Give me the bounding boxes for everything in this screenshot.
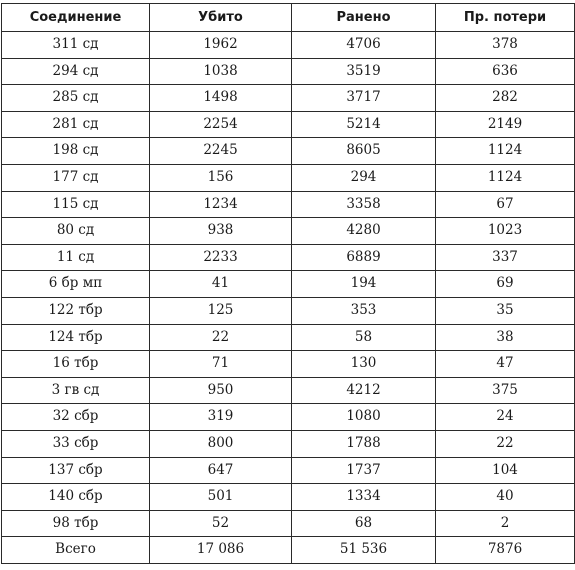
cell-unit: 32 сбр [2, 404, 150, 431]
table-row [2, 351, 575, 378]
cell-other-losses: 282 [436, 85, 575, 112]
cell-wounded: 58 [292, 324, 436, 351]
cell-killed: 71 [150, 351, 292, 378]
cell-other-losses: 47 [436, 351, 575, 378]
cell-wounded: 1334 [292, 484, 436, 511]
table-row [2, 58, 575, 85]
cell-wounded: 4212 [292, 377, 436, 404]
cell-unit: 33 сбр [2, 430, 150, 457]
cell-other-losses: 40 [436, 484, 575, 511]
cell-other-losses: 22 [436, 430, 575, 457]
cell-killed: 125 [150, 297, 292, 324]
cell-unit: 285 сд [2, 85, 150, 112]
table-row [2, 85, 575, 112]
header-wounded: Ранено [292, 4, 436, 32]
cell-other-losses: 2 [436, 510, 575, 537]
cell-unit: 124 тбр [2, 324, 150, 351]
cell-wounded: 3358 [292, 191, 436, 218]
cell-wounded: 8605 [292, 138, 436, 165]
cell-other-losses: 375 [436, 377, 575, 404]
cell-killed: 501 [150, 484, 292, 511]
cell-killed: 2233 [150, 244, 292, 271]
header-unit: Соединение [2, 4, 150, 32]
cell-unit: 294 сд [2, 58, 150, 85]
losses-table [1, 3, 575, 564]
table-row [2, 191, 575, 218]
cell-other-losses: 378 [436, 32, 575, 59]
cell-killed: 2254 [150, 111, 292, 138]
cell-wounded: 353 [292, 297, 436, 324]
cell-unit: 11 сд [2, 244, 150, 271]
cell-wounded: 6889 [292, 244, 436, 271]
cell-killed: 156 [150, 164, 292, 191]
cell-other-losses: 104 [436, 457, 575, 484]
table-row [2, 297, 575, 324]
cell-unit: 80 сд [2, 218, 150, 245]
cell-other-losses: 636 [436, 58, 575, 85]
cell-wounded: 194 [292, 271, 436, 298]
cell-unit: 198 сд [2, 138, 150, 165]
table-row [2, 510, 575, 537]
table-row [2, 32, 575, 59]
cell-wounded: 3717 [292, 85, 436, 112]
cell-unit: 3 гв сд [2, 377, 150, 404]
cell-unit: 177 сд [2, 164, 150, 191]
table-row [2, 111, 575, 138]
cell-other-losses: 2149 [436, 111, 575, 138]
table-row [2, 430, 575, 457]
cell-killed: 647 [150, 457, 292, 484]
cell-other-losses: 67 [436, 191, 575, 218]
cell-killed: 950 [150, 377, 292, 404]
cell-unit: 311 сд [2, 32, 150, 59]
cell-wounded: 4280 [292, 218, 436, 245]
total-killed: 17 086 [150, 537, 292, 564]
cell-other-losses: 38 [436, 324, 575, 351]
table-row [2, 324, 575, 351]
cell-unit: 122 тбр [2, 297, 150, 324]
table-body [2, 32, 575, 564]
header-other-losses: Пр. потери [436, 4, 575, 32]
cell-other-losses: 1023 [436, 218, 575, 245]
table-row [2, 218, 575, 245]
cell-wounded: 1737 [292, 457, 436, 484]
cell-killed: 52 [150, 510, 292, 537]
cell-other-losses: 1124 [436, 164, 575, 191]
cell-wounded: 1080 [292, 404, 436, 431]
cell-unit: 6 бр мп [2, 271, 150, 298]
cell-unit: 140 сбр [2, 484, 150, 511]
total-label: Всего [2, 537, 150, 564]
table-row [2, 138, 575, 165]
cell-killed: 22 [150, 324, 292, 351]
cell-other-losses: 35 [436, 297, 575, 324]
cell-wounded: 130 [292, 351, 436, 378]
cell-killed: 938 [150, 218, 292, 245]
cell-other-losses: 69 [436, 271, 575, 298]
table-row [2, 164, 575, 191]
header-killed: Убито [150, 4, 292, 32]
cell-other-losses: 337 [436, 244, 575, 271]
table-row [2, 377, 575, 404]
cell-killed: 1498 [150, 85, 292, 112]
cell-other-losses: 1124 [436, 138, 575, 165]
table-row [2, 484, 575, 511]
cell-wounded: 294 [292, 164, 436, 191]
cell-unit: 98 тбр [2, 510, 150, 537]
total-row [2, 537, 575, 564]
cell-killed: 1038 [150, 58, 292, 85]
cell-killed: 1234 [150, 191, 292, 218]
table-header [2, 4, 575, 32]
table-row [2, 457, 575, 484]
cell-killed: 41 [150, 271, 292, 298]
total-other-losses: 7876 [436, 537, 575, 564]
cell-other-losses: 24 [436, 404, 575, 431]
table-row [2, 404, 575, 431]
header-row [2, 4, 575, 32]
table-row [2, 244, 575, 271]
cell-unit: 281 сд [2, 111, 150, 138]
total-wounded: 51 536 [292, 537, 436, 564]
cell-wounded: 1788 [292, 430, 436, 457]
cell-killed: 2245 [150, 138, 292, 165]
cell-unit: 16 тбр [2, 351, 150, 378]
cell-killed: 800 [150, 430, 292, 457]
table-row [2, 271, 575, 298]
cell-wounded: 5214 [292, 111, 436, 138]
cell-killed: 1962 [150, 32, 292, 59]
cell-wounded: 68 [292, 510, 436, 537]
cell-unit: 137 сбр [2, 457, 150, 484]
cell-unit: 115 сд [2, 191, 150, 218]
cell-wounded: 3519 [292, 58, 436, 85]
cell-wounded: 4706 [292, 32, 436, 59]
cell-killed: 319 [150, 404, 292, 431]
